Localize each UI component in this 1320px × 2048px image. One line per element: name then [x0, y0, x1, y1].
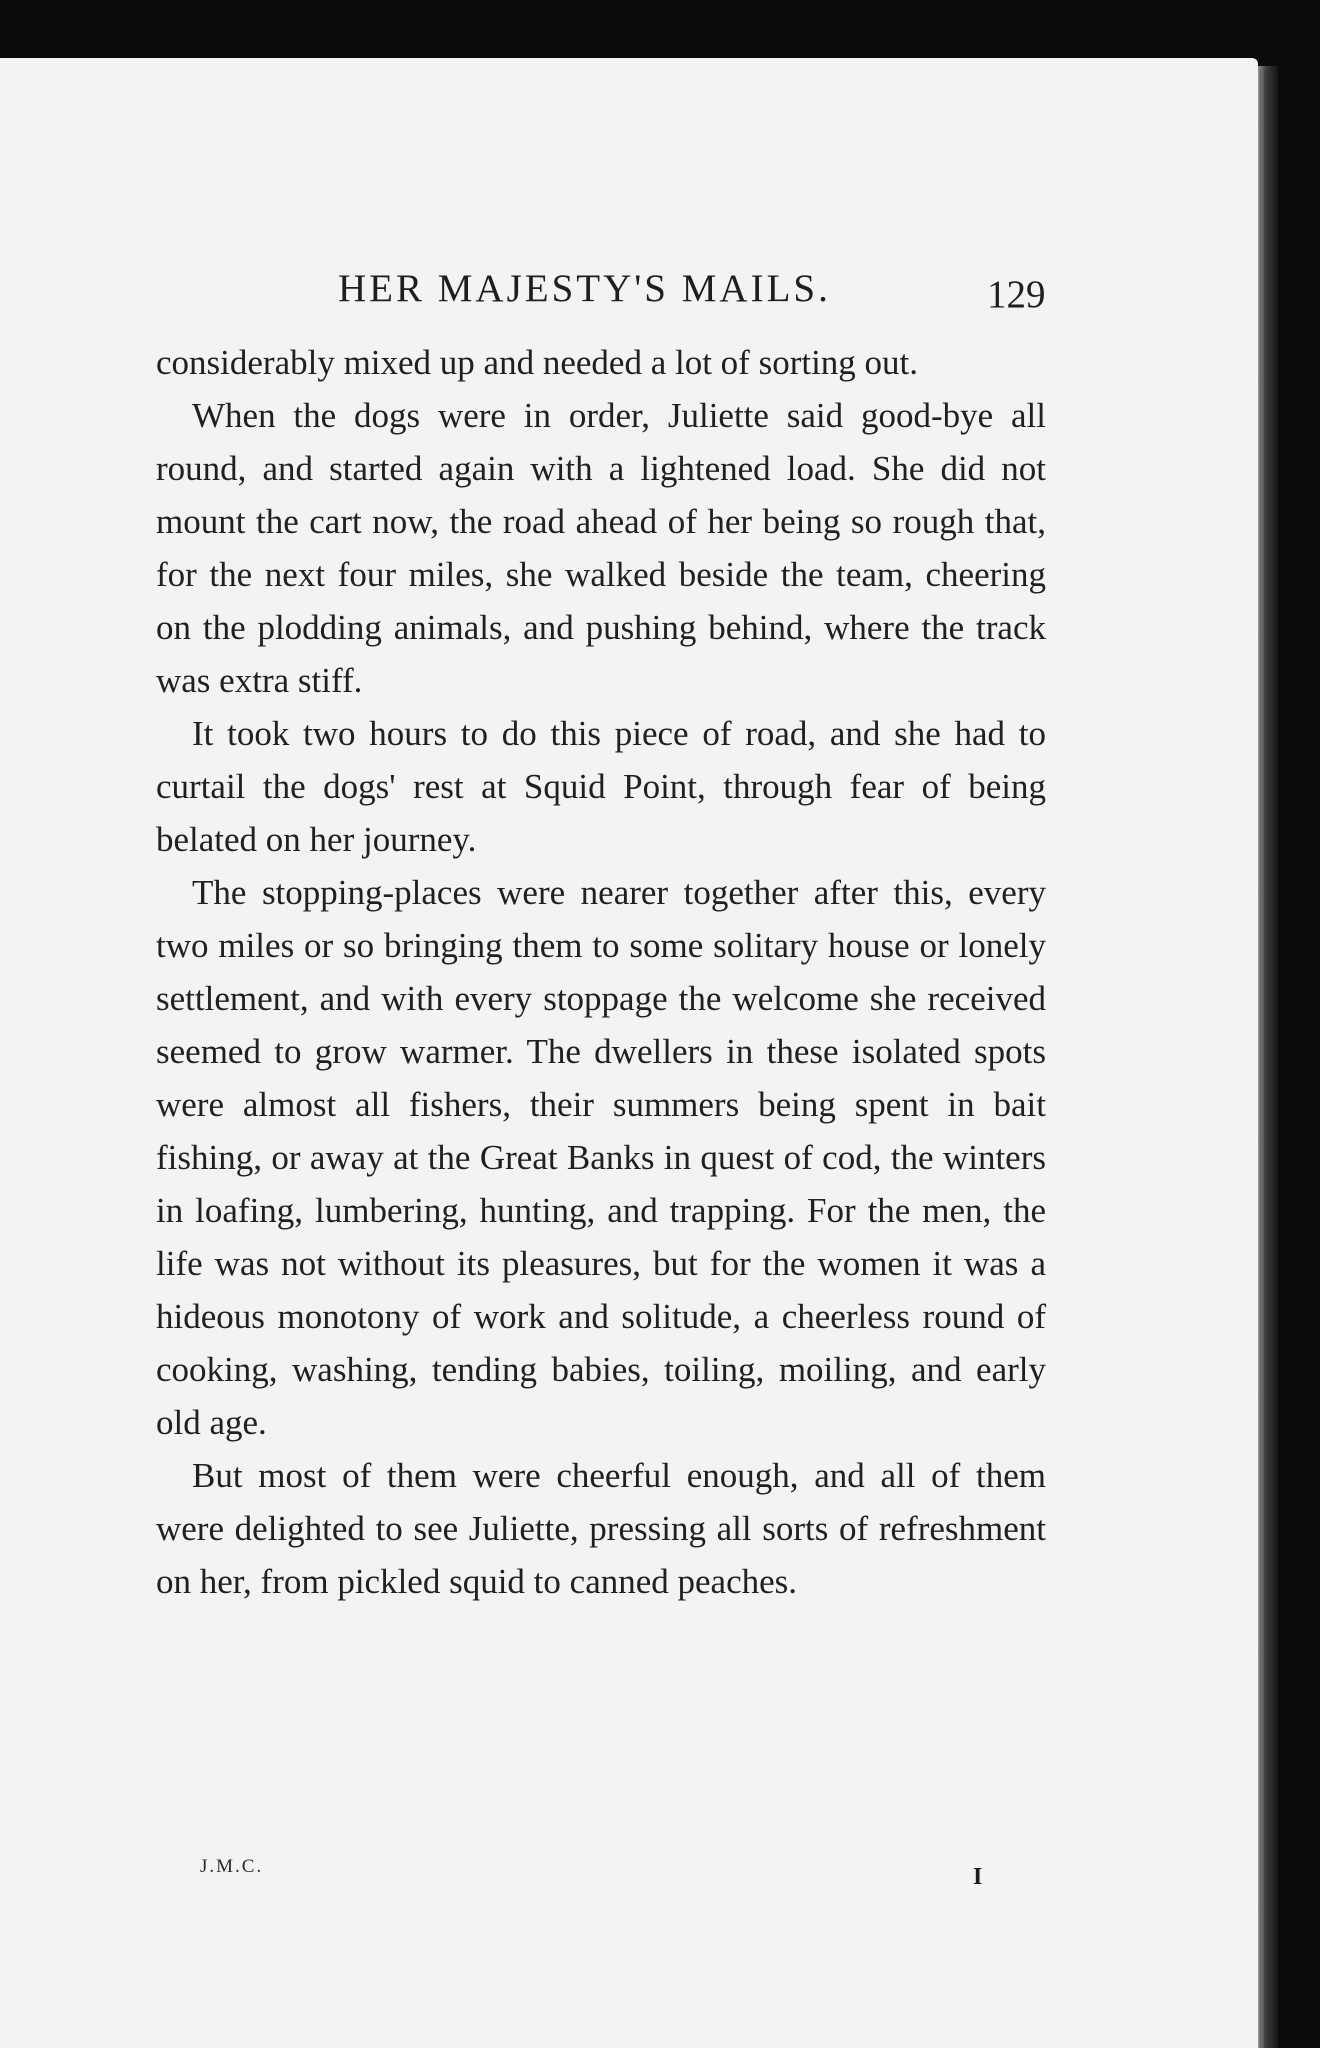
- signature-mark: J.M.C.: [200, 1856, 264, 1877]
- paragraph-3: It took two hours to do this piece of road, and she had to curtail the dogs' rest at Squid Point, through fear of being belated on her journey.: [156, 714, 1046, 859]
- book-page: [0, 58, 1258, 2048]
- page-number: 129: [987, 273, 1046, 316]
- paragraph-5: But most of them were cheerful enough, and all of them were delighted to see Juliette, pressing all sorts of refreshment on her, from pickled squid to canned peaches.: [156, 1456, 1046, 1601]
- sheet-signature-number: I: [973, 1864, 983, 1890]
- paragraph-2: When the dogs were in order, Juliette said good-bye all round, and started again with a lightened load. She did not mount the cart now, the road ahead of her being so rough that, for the next four miles, she walked beside the team, cheering on the plodding animals, and pushing behind, where the track was extra stiff.: [156, 396, 1046, 700]
- paragraph-4: The stopping-places were nearer together after this, every two miles or so bringing them to some solitary house or lonely settlement, and with every stoppage the welcome she received seemed to grow warmer. The dwellers in these isolated spots were almost all fishers, their summers being spent in bait fishing, or away at the Great Banks in quest of cod, the winters in loafing, lumbering, hunting, and trapping. For the men, the life was not without its pleasures, but for the women it was a hideous monotony of work and solitude, a cheerless round of cooking, washing, tending babies, toiling, moiling, and early old age.: [156, 873, 1046, 1442]
- body-text: [156, 336, 1046, 1608]
- paragraph-1: considerably mixed up and needed a lot of sorting out.: [156, 343, 919, 382]
- running-head: HER MAJESTY'S MAILS.: [338, 267, 831, 310]
